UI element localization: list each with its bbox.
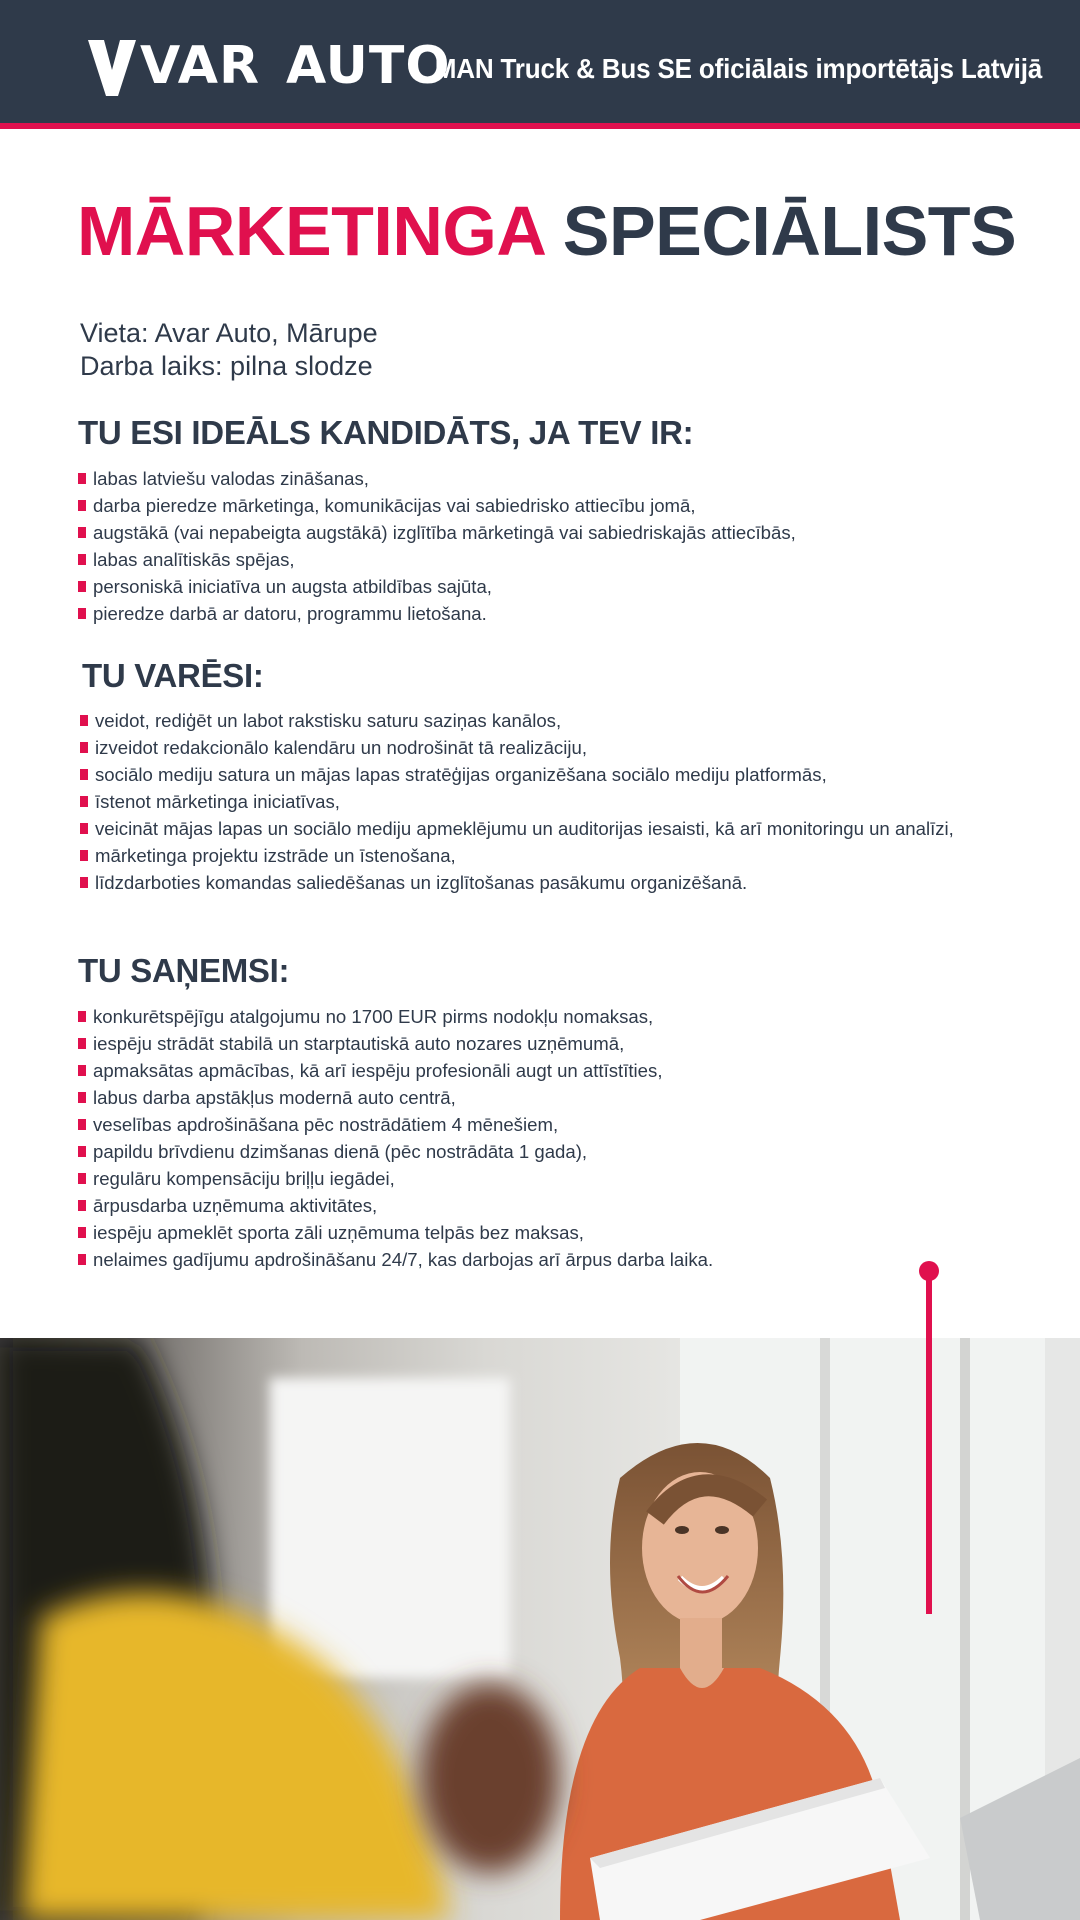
list-item [80,761,960,788]
bullet-icon [78,1173,86,1184]
list-item [80,788,960,815]
list-item [80,815,960,842]
avar-auto-logo [86,36,451,100]
list-item-text: konkurētspējīgu atalgojumu no 1700 EUR pirms nodokļu nomaksas, [93,1006,654,1027]
header-bar [0,0,1080,123]
bullet-icon [78,1092,86,1103]
list-item [78,1057,978,1084]
bullet-icon [78,1011,86,1022]
bullet-icon [78,1227,86,1238]
list-item-text: nelaimes gadījumu apdrošināšanu 24/7, kas darbojas arī ārpus darba laika. [93,1249,714,1270]
bullet-icon [80,742,88,753]
list-item-text: īstenot mārketinga iniciatīvas, [95,791,340,812]
bullet-icon [78,581,86,592]
list-item [80,707,960,734]
list-item [78,492,978,519]
bullet-icon [80,823,88,834]
list-item [78,1219,978,1246]
bullet-icon [80,796,88,807]
list-item-text: personiskā iniciatīva un augsta atbildības sajūta, [93,576,492,597]
job-title-part1: MĀRKETINGA [77,192,544,270]
bullet-icon [80,850,88,861]
list-item [78,1165,978,1192]
header-accent-stripe [0,123,1080,129]
list-item-text: līdzdarboties komandas saliedēšanas un izglītošanas pasākumu organizēšanā. [95,872,748,893]
list-item [78,1111,978,1138]
bullet-icon [80,877,88,888]
list-item [78,1003,978,1030]
list-item-text: mārketinga projektu izstrāde un īstenošana, [95,845,456,866]
requirements-list [78,465,978,627]
decorative-accent-dot [919,1261,939,1281]
list-item-text: darba pieredze mārketinga, komunikācijas vai sabiedrisko attiecību jomā, [93,495,696,516]
bullet-icon [78,1200,86,1211]
duties-list [80,707,960,896]
list-item [78,1030,978,1057]
list-item [78,519,978,546]
list-item [80,869,960,896]
list-item-text: veselības apdrošināšana pēc nostrādātiem 4 mēnešiem, [93,1114,559,1135]
job-location: Vieta: Avar Auto, Mārupe [80,318,378,348]
bullet-icon [80,715,88,726]
job-title [77,192,1017,270]
list-item-text: iespēju apmeklēt sporta zāli uzņēmuma telpās bez maksas, [93,1222,584,1243]
list-item-text: labus darba apstākļus modernā auto centrā, [93,1087,456,1108]
list-item [78,1246,978,1273]
list-item-text: papildu brīvdienu dzimšanas dienā (pēc nostrādāta 1 gada), [93,1141,588,1162]
job-meta [80,317,378,383]
decorative-accent-line [926,1270,932,1614]
list-item-text: augstākā (vai nepabeigta augstākā) izglītība mārketingā vai sabiedriskajās attiecībās, [93,522,796,543]
benefits-title: TU SAŅEMSI: [78,952,290,989]
list-item [78,546,978,573]
benefits-list [78,1003,978,1273]
requirements-title: TU ESI IDEĀLS KANDIDĀTS, JA TEV IR: [78,414,694,451]
list-item [78,600,978,627]
list-item-text: iespēju strādāt stabilā un starptautiskā auto nozares uzņēmumā, [93,1033,625,1054]
avar-a-logo-icon [86,40,138,96]
logo-wordmark-2: AUTO [286,36,451,96]
list-item [78,573,978,600]
list-item [78,1084,978,1111]
list-item-text: izveidot redakcionālo kalendāru un nodrošināt tā realizāciju, [95,737,587,758]
list-item-text: labas analītiskās spējas, [93,549,295,570]
bullet-icon [78,608,86,619]
list-item-text: sociālo mediju satura un mājas lapas stratēģijas organizēšana sociālo mediju platformās, [95,764,827,785]
bullet-icon [80,769,88,780]
list-item-text: veicināt mājas lapas un sociālo mediju apmeklējumu un auditorijas iesaisti, kā arī monitoringu un analīzi, [95,818,954,839]
job-work-time: Darba laiks: pilna slodze [80,351,373,381]
header-tagline: MAN Truck & Bus SE oficiālais importētājs Latvijā [434,53,1042,84]
office-photo [0,1338,1080,1920]
bullet-icon [78,1254,86,1265]
list-item-text: veidot, rediģēt un labot rakstisku saturu saziņas kanālos, [95,710,562,731]
bullet-icon [78,1119,86,1130]
bullet-icon [78,1065,86,1076]
list-item [80,734,960,761]
list-item [78,1138,978,1165]
list-item-text: labas latviešu valodas zināšanas, [93,468,369,489]
list-item-text: regulāru kompensāciju briļļu iegādei, [93,1168,395,1189]
list-item-text: pieredze darbā ar datoru, programmu lietošana. [93,603,487,624]
list-item [78,465,978,492]
bullet-icon [78,473,86,484]
bullet-icon [78,1146,86,1157]
bullet-icon [78,554,86,565]
job-title-part2: SPECIĀLISTS [562,192,1017,270]
bullet-icon [78,500,86,511]
list-item [80,842,960,869]
bullet-icon [78,1038,86,1049]
duties-title: TU VARĒSI: [82,657,264,694]
bullet-icon [78,527,86,538]
office-photo-illustration [0,1338,1080,1920]
list-item-text: ārpusdarba uzņēmuma aktivitātes, [93,1195,378,1216]
list-item-text: apmaksātas apmācības, kā arī iespēju profesionāli augt un attīstīties, [93,1060,663,1081]
logo-wordmark: VAR [140,36,260,96]
list-item [78,1192,978,1219]
